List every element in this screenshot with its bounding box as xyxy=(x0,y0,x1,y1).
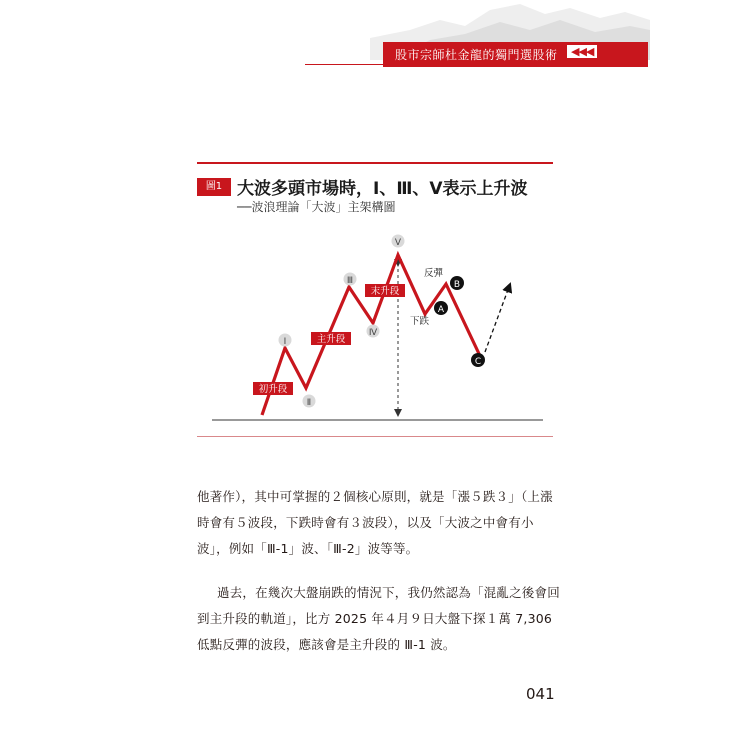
svg-text:Ⅴ: Ⅴ xyxy=(394,238,402,248)
header-arrows-icon: ◀◀◀ xyxy=(567,45,597,58)
page-number: 041 xyxy=(526,685,555,703)
wave-label-b xyxy=(450,276,464,290)
svg-text:Ⅱ: Ⅱ xyxy=(306,398,312,408)
annotation-decline: 下跌 xyxy=(410,316,430,327)
book-title: 股市宗師杜金龍的獨門選股術 xyxy=(395,48,558,62)
annotation-rebound: 反彈 xyxy=(424,268,444,279)
wave-label-iii xyxy=(344,273,357,287)
wave-label-c xyxy=(471,353,485,367)
wave-label-i xyxy=(279,334,292,348)
segment-label-final xyxy=(365,284,405,297)
body-paragraph-2: 過去，在幾次大盤崩跌的情況下，我仍然認為「混亂之後會回到主升段的軌道」，比方 2025 年４月９日大盤下探１萬 7,306 低點反彈的波段，應該會是主升段的 Ⅲ-1 波。 xyxy=(197,585,560,652)
elliott-wave-chart xyxy=(197,225,553,430)
header-rule-left xyxy=(305,64,390,65)
svg-text:Ⅲ: Ⅲ xyxy=(346,276,354,286)
projection-arrow xyxy=(485,287,509,352)
body-paragraph-1: 他著作），其中可掌握的２個核心原則，就是「漲５跌３」（上漲時會有５波段，下跌時會有３波段），以及「大波之中會有小波」，例如「Ⅲ-1」波、「Ⅲ-2」波等等。 xyxy=(197,489,553,556)
figure-title: 大波多頭市場時，Ⅰ、Ⅲ、Ⅴ表示上升波 xyxy=(237,179,528,199)
svg-text:A: A xyxy=(437,305,445,315)
svg-text:Ⅰ: Ⅰ xyxy=(283,337,287,347)
wave-label-a xyxy=(434,301,448,315)
segment-label-main xyxy=(311,332,351,345)
figure-tag: 圖1 xyxy=(197,178,231,196)
header-rule-right xyxy=(565,64,648,65)
wave-label-iv xyxy=(367,325,380,339)
wave-label-v xyxy=(392,235,405,249)
figure-top-rule xyxy=(197,162,553,164)
svg-text:Ⅳ: Ⅳ xyxy=(368,328,378,338)
svg-text:初升段: 初升段 xyxy=(258,384,288,395)
svg-text:B: B xyxy=(453,280,461,290)
figure-subtitle: ──波浪理論「大波」主架構圖 xyxy=(237,200,396,214)
figure-bottom-rule xyxy=(197,436,553,437)
svg-text:末升段: 末升段 xyxy=(370,286,400,297)
svg-text:C: C xyxy=(474,357,482,367)
segment-label-initial xyxy=(253,382,293,395)
svg-text:主升段: 主升段 xyxy=(316,334,346,345)
wave-label-ii xyxy=(303,395,316,409)
